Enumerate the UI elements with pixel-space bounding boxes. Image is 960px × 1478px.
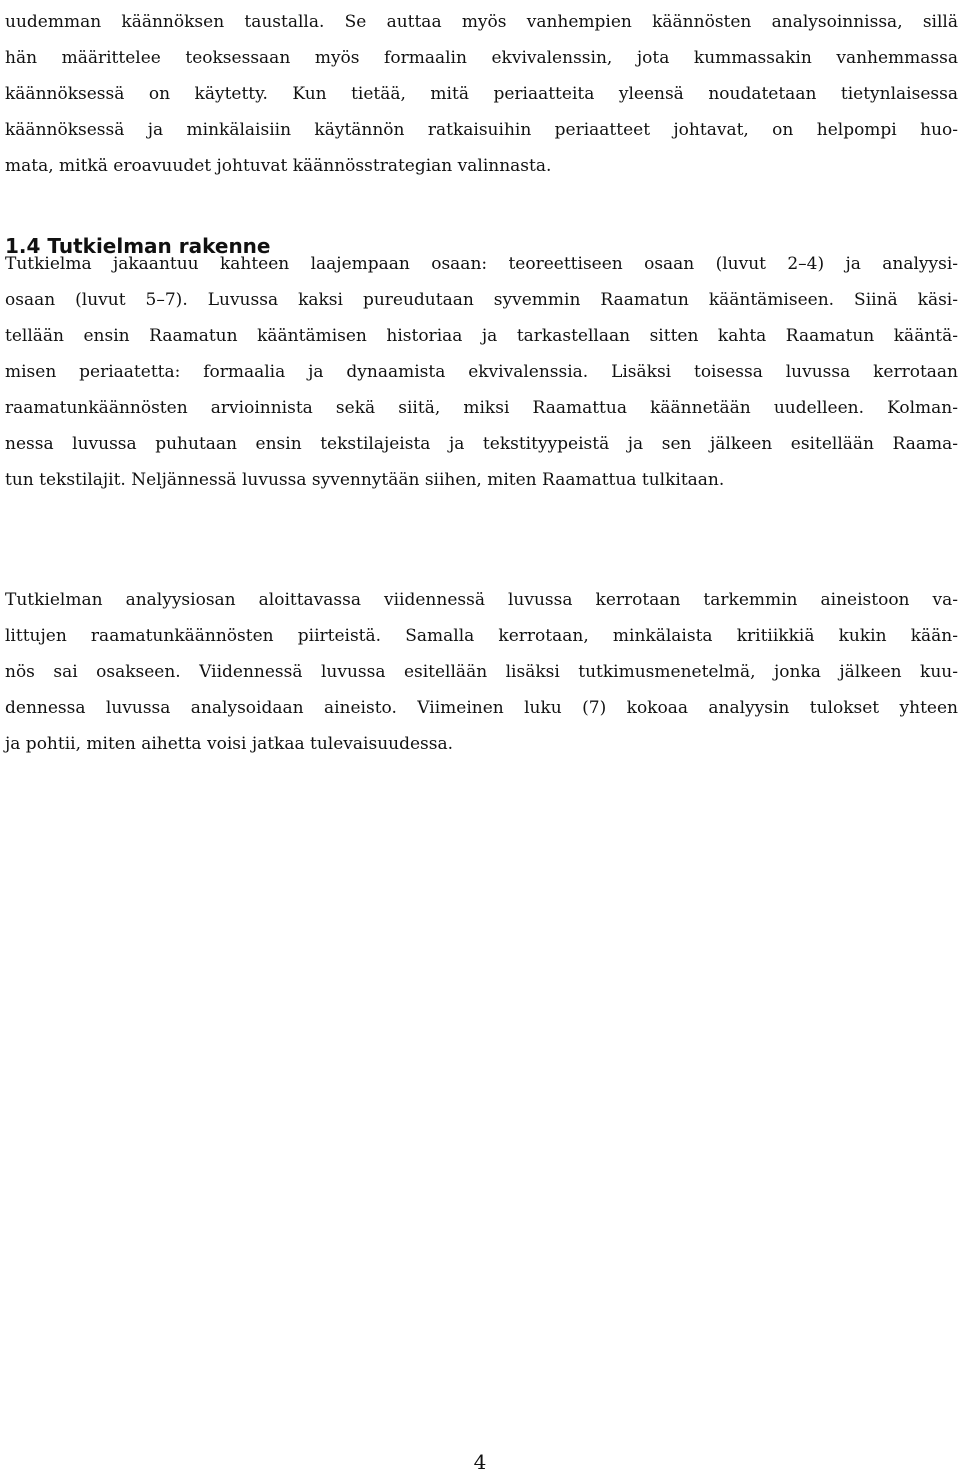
text-line: Tutkielma jakaantuu kahteen laajempaan osaan: teoreettiseen osaan (luvut 2–4) ja analyysi- bbox=[5, 254, 958, 274]
text-line: käännöksessä on käytetty. Kun tietää, mitä periaatteita yleensä noudatetaan tietynlaisessa bbox=[5, 84, 958, 104]
text-line: tun tekstilajit. Neljännessä luvussa syvennytään siihen, miten Raamattua tulkitaan. bbox=[5, 470, 725, 490]
text-line: mata, mitkä eroavuudet johtuvat käännösstrategian valinnasta. bbox=[5, 156, 552, 176]
section-heading: 1.4 Tutkielman rakenne bbox=[5, 234, 271, 258]
text-line: käännöksessä ja minkälaisiin käytännön ratkaisuihin periaatteet johtavat, on helpompi huo- bbox=[5, 120, 958, 140]
text-line: littujen raamatunkäännösten piirteistä. Samalla kerrotaan, minkälaista kritiikkiä kukin kään- bbox=[5, 626, 958, 646]
text-line: Tutkielman analyysiosan aloittavassa viidennessä luvussa kerrotaan tarkemmin aineistoon va- bbox=[5, 590, 958, 610]
text-line: ja pohtii, miten aihetta voisi jatkaa tulevaisuudessa. bbox=[5, 734, 454, 754]
text-line: nessa luvussa puhutaan ensin tekstilajeista ja tekstityypeistä ja sen jälkeen esitellään Raama- bbox=[5, 434, 958, 454]
paragraph-2-container bbox=[5, 246, 958, 498]
paragraph-2 bbox=[5, 246, 958, 498]
page-number: 4 bbox=[473, 1450, 487, 1474]
text-line: dennessa luvussa analysoidaan aineisto. Viimeinen luku (7) kokoaa analyysin tulokset yhteen bbox=[5, 698, 958, 718]
text-line: raamatunkäännösten arvioinnista sekä siitä, miksi Raamattua käännetään uudelleen. Kolman- bbox=[5, 398, 958, 418]
text-line: misen periaatetta: formaalia ja dynaamista ekvivalenssia. Lisäksi toisessa luvussa kerrotaan bbox=[5, 362, 958, 382]
paragraph-3 bbox=[5, 582, 958, 762]
text-line: hän määrittelee teoksessaan myös formaalin ekvivalenssin, jota kummassakin vanhemmassa bbox=[5, 48, 958, 68]
paragraph-1 bbox=[5, 4, 958, 184]
paragraph-3-container bbox=[5, 582, 958, 762]
document-page bbox=[5, 0, 958, 184]
text-line: nös sai osakseen. Viidennessä luvussa esitellään lisäksi tutkimusmenetelmä, jonka jälkeen kuu- bbox=[5, 662, 958, 682]
text-line: uudemman käännöksen taustalla. Se auttaa myös vanhempien käännösten analysoinnissa, sillä bbox=[5, 12, 958, 32]
text-line: tellään ensin Raamatun kääntämisen historiaa ja tarkastellaan sitten kahta Raamatun kääntä- bbox=[5, 326, 958, 346]
text-line: osaan (luvut 5–7). Luvussa kaksi pureudutaan syvemmin Raamatun kääntämiseen. Siinä käsi- bbox=[5, 290, 958, 310]
